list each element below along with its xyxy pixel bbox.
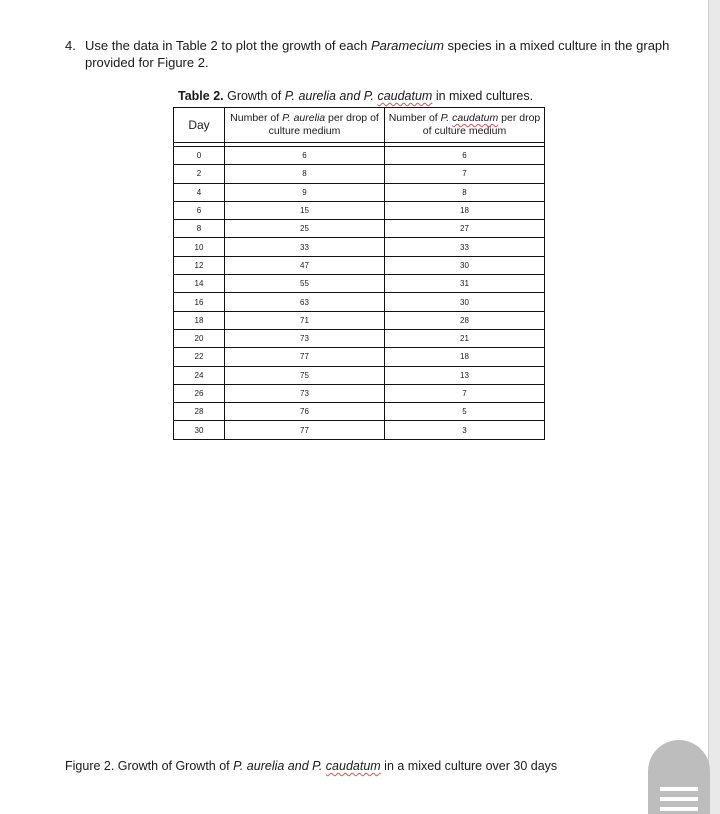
menu-line [660,807,698,811]
table-caption-text: in mixed cultures. [432,89,534,103]
table-row [174,238,545,256]
header-text: Number of [388,112,441,124]
figure-caption-text: Figure 2. Growth of Growth of [65,759,234,773]
cell-day: 14 [174,275,225,293]
question-number: 4. [65,38,76,53]
cell-day: 22 [174,348,225,366]
cell-caudatum: 7 [385,384,545,402]
cell-caudatum: 28 [385,311,545,329]
header-text: per drop of culture medium [268,112,379,137]
table-row [174,183,545,201]
figure-caption-italic: P. aurelia and P. [233,759,326,773]
cell-day: 8 [174,220,225,238]
header-text: per drop of culture medium [422,112,541,137]
table-caption-italic: P. aurelia and P. [284,89,378,103]
table-row [174,220,545,238]
cell-aurelia: 73 [225,329,385,347]
cell-caudatum: 18 [385,201,545,219]
cell-day: 2 [174,165,225,183]
header-day: Day [174,108,225,143]
cell-aurelia: 8 [225,165,385,183]
cell-day: 12 [174,256,225,274]
question-text [85,37,675,71]
table-row [174,165,545,183]
cell-caudatum: 7 [385,165,545,183]
cell-caudatum: 30 [385,293,545,311]
cell-aurelia: 76 [225,403,385,421]
cell-caudatum: 6 [385,147,545,165]
question-4 [65,37,675,71]
table-row [174,384,545,402]
table-header-row [174,108,545,143]
table-row [174,421,545,439]
cell-aurelia: 47 [225,256,385,274]
cell-caudatum: 5 [385,403,545,421]
cell-caudatum: 3 [385,421,545,439]
cell-aurelia: 71 [225,311,385,329]
question-text-italic: Paramecium [370,38,444,53]
cell-aurelia: 77 [225,348,385,366]
cell-day: 6 [174,201,225,219]
cell-aurelia: 77 [225,421,385,439]
table-caption [178,89,533,103]
cell-aurelia: 73 [225,384,385,402]
cell-caudatum: 21 [385,329,545,347]
cell-day: 24 [174,366,225,384]
data-table [173,107,545,440]
table-row [174,348,545,366]
figure-caption [65,759,557,773]
cell-caudatum: 27 [385,220,545,238]
cell-day: 18 [174,311,225,329]
cell-caudatum: 30 [385,256,545,274]
header-text: Number of [230,112,283,124]
table-row [174,311,545,329]
table-caption-label: Table 2. [178,89,224,103]
table-row [174,256,545,274]
header-aurelia [225,108,385,143]
cell-aurelia: 25 [225,220,385,238]
spellcheck-word: caudatum [377,89,433,103]
spellcheck-word: caudatum [452,112,499,124]
spellcheck-word: caudatum [325,759,381,773]
cell-caudatum: 31 [385,275,545,293]
table-row [174,147,545,165]
table-row [174,403,545,421]
page-edge [708,0,720,814]
cell-day: 16 [174,293,225,311]
cell-caudatum: 8 [385,183,545,201]
table-row [174,366,545,384]
cell-aurelia: 6 [225,147,385,165]
cell-aurelia: 33 [225,238,385,256]
figure-caption-text: in a mixed culture over 30 days [380,759,558,773]
table-row [174,201,545,219]
floating-menu-button[interactable] [648,740,710,814]
cell-day: 0 [174,147,225,165]
table-caption-text: Growth of [223,89,285,103]
header-caudatum [385,108,545,143]
menu-line [660,797,698,801]
cell-caudatum: 33 [385,238,545,256]
cell-day: 30 [174,421,225,439]
cell-aurelia: 75 [225,366,385,384]
cell-caudatum: 18 [385,348,545,366]
cell-caudatum: 13 [385,366,545,384]
cell-aurelia: 63 [225,293,385,311]
cell-day: 28 [174,403,225,421]
header-italic: P. aurelia [282,112,326,124]
menu-line [660,787,698,791]
cell-aurelia: 15 [225,201,385,219]
question-text-part: Use the data in Table 2 to plot the growth of each [85,38,371,53]
cell-day: 26 [174,384,225,402]
header-italic: P. [440,112,453,124]
cell-day: 10 [174,238,225,256]
cell-day: 4 [174,183,225,201]
cell-aurelia: 55 [225,275,385,293]
table-row [174,329,545,347]
table-row [174,293,545,311]
cell-day: 20 [174,329,225,347]
question-text-part: species in a mixed culture in the graph provided for Figure 2. [85,38,670,70]
cell-aurelia: 9 [225,183,385,201]
table-row [174,275,545,293]
